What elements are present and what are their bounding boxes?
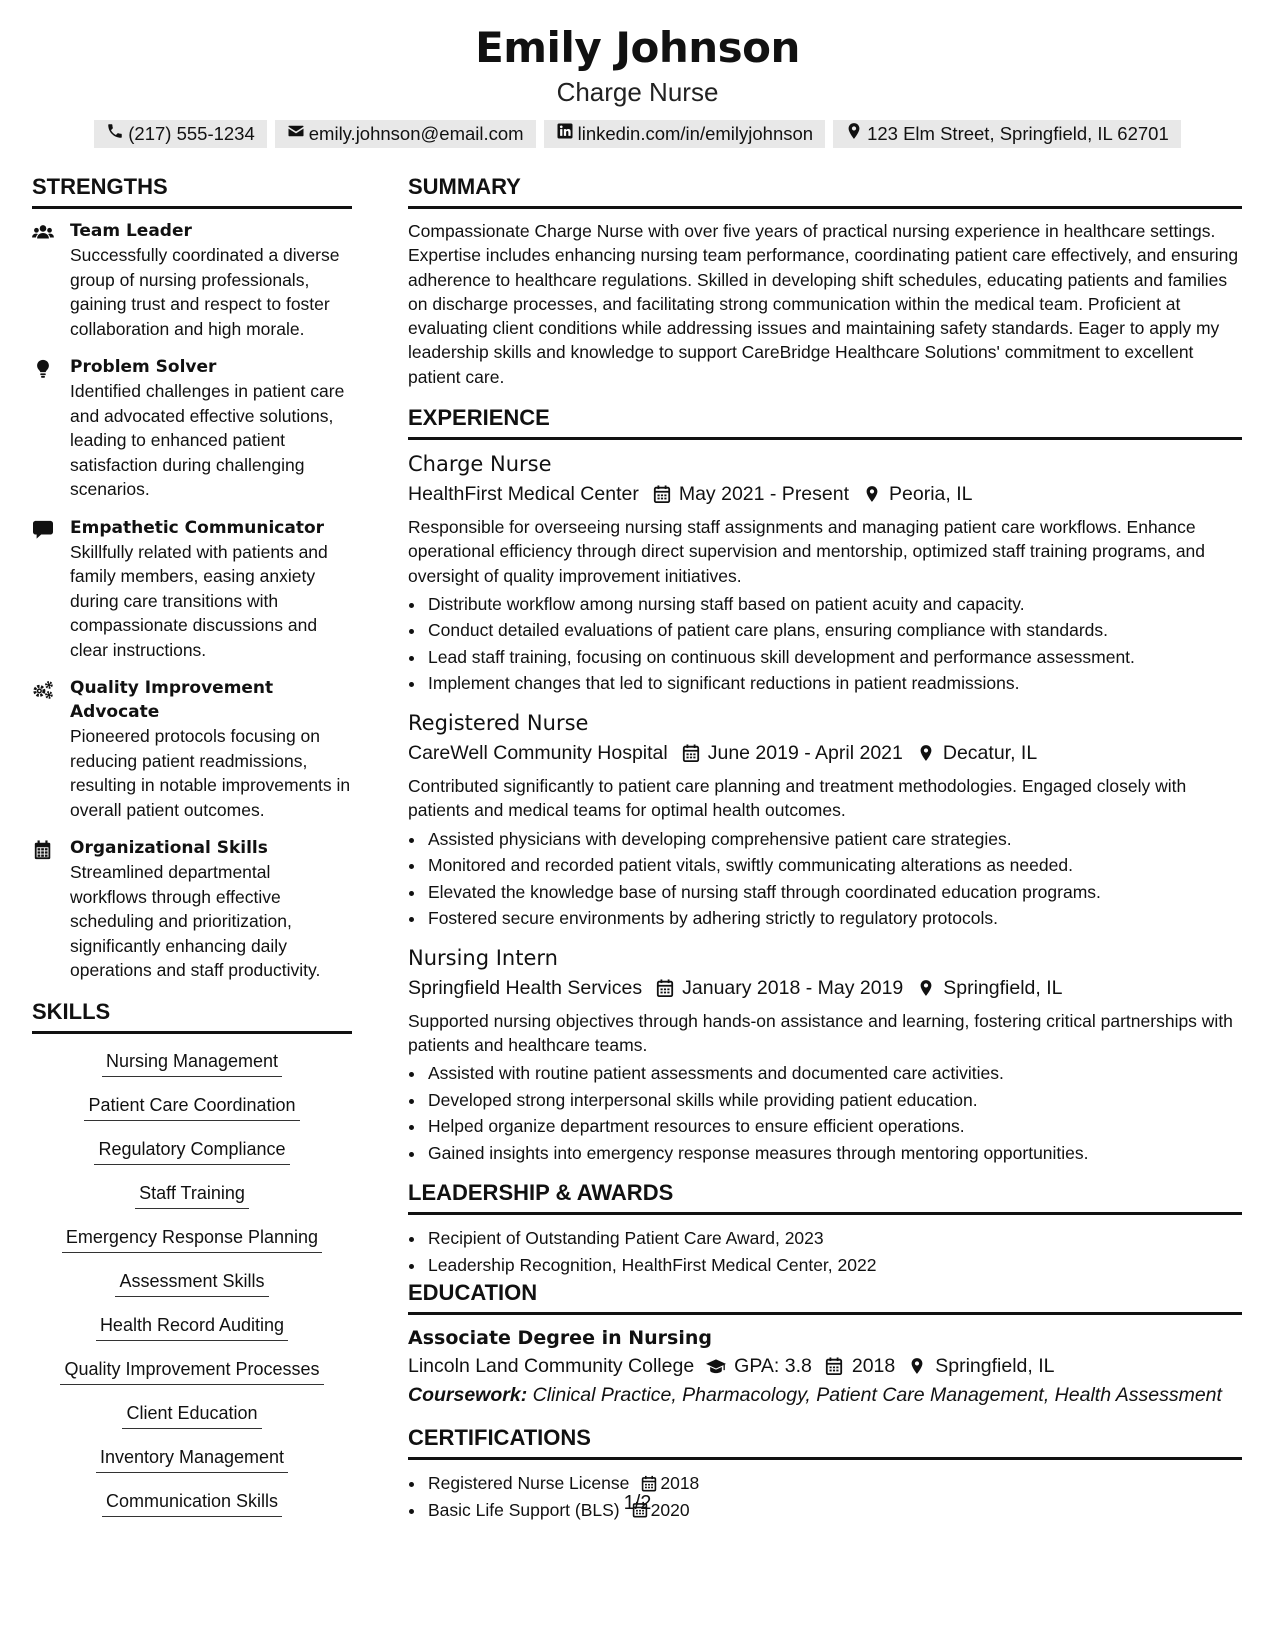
strength-desc: Skillfully related with patients and family members, easing anxiety during care transitions with compassionate discussions and clear instructions. [70, 541, 328, 660]
job-location: Peoria, IL [889, 483, 973, 506]
job-bullets [408, 826, 1242, 932]
award-item: • Leadership Recognition, HealthFirst Medical Center, 2022 [426, 1252, 1242, 1279]
strength-title: Empathetic Communicator [70, 517, 325, 538]
job-bullet: • Assisted with routine patient assessments and documented care activities. [426, 1060, 1242, 1087]
job-meta [408, 738, 1242, 768]
strength-item [32, 219, 352, 341]
gears-icon [32, 676, 70, 822]
job-entry [408, 944, 1242, 1167]
phone-icon [106, 120, 124, 148]
candidate-name: Emily Johnson [475, 23, 800, 72]
strength-item [32, 516, 352, 663]
skill-tag: Assessment Skills [115, 1268, 268, 1297]
education-heading: EDUCATION [408, 1278, 1242, 1315]
certification-name: • Registered Nurse License [428, 1473, 630, 1494]
skills-heading: SKILLS [32, 997, 352, 1034]
candidate-role: Charge Nurse [556, 77, 719, 107]
awards-heading: LEADERSHIP & AWARDS [408, 1178, 1242, 1215]
skill-tag: Emergency Response Planning [62, 1224, 322, 1253]
school-location: Springfield, IL [935, 1355, 1055, 1378]
skill-tag: Health Record Auditing [96, 1312, 288, 1341]
contact-phone[interactable] [94, 120, 267, 148]
job-dates: January 2018 - May 2019 [682, 976, 904, 999]
job-bullet: • Assisted physicians with developing comprehensive patient care strategies. [426, 826, 1242, 853]
job-entry [408, 450, 1242, 697]
skill-tag: Regulatory Compliance [94, 1136, 289, 1165]
job-entry [408, 709, 1242, 932]
job-company: Springfield Health Services [408, 976, 643, 999]
summary-text: Compassionate Charge Nurse with over five years of practical nursing experience in healthcare settings. Expertise includes enhancing nursing team performance, coordinating patient care effectively, and ensuring adherence to healthcare regulations. Skilled in developing shift schedules, educating patients and families on discharge processes, and facilitating strong communication within the medical team. Proficient at evaluating client conditions while addressing issues and maintaining safety standards. Eager to apply my leadership skills and knowledge to support CareBridge Healthcare Solutions' commitment to excellent patient care. [408, 221, 1239, 387]
job-title: Charge Nurse [408, 452, 552, 477]
skill-tag: Inventory Management [96, 1444, 288, 1473]
strength-item [32, 676, 352, 822]
gpa: GPA: 3.8 [734, 1355, 812, 1378]
map-pin-icon [845, 120, 863, 148]
job-description: Supported nursing objectives through hands-on assistance and learning, fostering critical partnerships with patients and healthcare teams. [408, 1010, 1233, 1055]
skill-tag: Nursing Management [102, 1048, 282, 1077]
strength-title: Quality Improvement Advocate [70, 678, 274, 722]
map-pin-icon [917, 979, 935, 997]
skill-tag: Patient Care Coordination [84, 1092, 299, 1121]
calendar-icon [682, 744, 700, 762]
job-dates: June 2019 - April 2021 [707, 741, 903, 764]
award-item: • Recipient of Outstanding Patient Care Award, 2023 [426, 1225, 1242, 1252]
awards-list [408, 1225, 1242, 1278]
education-meta [408, 1351, 1242, 1381]
linkedin-icon [556, 120, 574, 148]
job-meta [408, 479, 1242, 509]
certification-name: • Basic Life Support (BLS) [428, 1499, 620, 1520]
envelope-icon [287, 120, 305, 148]
resume-header [0, 0, 1275, 148]
job-title: Nursing Intern [408, 945, 558, 970]
job-dates: May 2021 - Present [678, 483, 850, 506]
job-bullet: • Lead staff training, focusing on continuous skill development and performance assessment. [426, 644, 1242, 671]
strength-desc: Streamlined departmental workflows through effective scheduling and prioritization, significantly enhancing daily operations and staff productivity. [70, 862, 321, 980]
job-bullet: • Implement changes that led to significant reductions in patient readmissions. [426, 670, 1242, 697]
job-meta [408, 973, 1242, 1003]
speech-bubble-icon [32, 516, 70, 663]
skill-tag: Staff Training [135, 1180, 249, 1209]
strength-item [32, 355, 352, 502]
job-bullet: • Monitored and recorded patient vitals, swiftly communicating alterations as needed. [426, 852, 1242, 879]
skills-list [32, 1044, 352, 1532]
contact-phone-text: (217) 555-1234 [128, 123, 255, 144]
strengths-heading: STRENGTHS [32, 172, 352, 209]
experience-heading: EXPERIENCE [408, 403, 1242, 440]
strength-item [32, 836, 352, 983]
map-pin-icon [917, 744, 935, 762]
certification-year: 2018 [660, 1473, 700, 1494]
job-bullet: • Elevated the knowledge base of nursing staff through coordinated education programs. [426, 879, 1242, 906]
strength-title: Organizational Skills [70, 838, 268, 858]
coursework [408, 1383, 1242, 1407]
coursework-text: Clinical Practice, Pharmacology, Patient Care Management, Health Assessment [532, 1384, 1222, 1407]
job-bullet: • Distribute workflow among nursing staff based on patient acuity and capacity. [426, 591, 1242, 618]
calendar-icon [32, 836, 70, 983]
users-icon [32, 219, 70, 341]
job-bullet: • Developed strong interpersonal skills while providing patient education. [426, 1087, 1242, 1114]
contact-bar [0, 120, 1275, 148]
calendar-icon [653, 485, 671, 503]
summary-heading: SUMMARY [408, 172, 1242, 209]
job-title: Registered Nurse [408, 710, 589, 735]
skill-tag: Client Education [122, 1400, 261, 1429]
job-bullet: • Helped organize department resources to ensure efficient operations. [426, 1113, 1242, 1140]
job-company: HealthFirst Medical Center [408, 483, 639, 506]
certification-year: 2020 [650, 1499, 690, 1520]
job-bullets [408, 591, 1242, 697]
job-bullets [408, 1060, 1242, 1166]
coursework-label: Coursework: [408, 1384, 528, 1407]
lightbulb-icon [32, 355, 70, 502]
map-pin-icon [863, 485, 881, 503]
contact-linkedin-text: linkedin.com/in/emilyjohnson [577, 123, 814, 144]
job-description: Responsible for overseeing nursing staff assignments and managing patient care workflows. Enhance operational efficiency through direct supervision and mentorship, optimized staff training programs, and oversight of quality improvement initiatives. [408, 517, 1206, 586]
calendar-icon [656, 979, 674, 997]
calendar-icon [824, 1357, 844, 1375]
graduation-year: 2018 [851, 1355, 896, 1378]
contact-address-text: 123 Elm Street, Springfield, IL 62701 [867, 123, 1169, 144]
degree-title: Associate Degree in Nursing [408, 1327, 712, 1350]
calendar-icon [641, 1475, 657, 1492]
job-bullet: • Gained insights into emergency response measures through mentoring opportunities. [426, 1140, 1242, 1167]
job-location: Springfield, IL [943, 976, 1063, 999]
job-bullet: • Conduct detailed evaluations of patient care plans, ensuring compliance with standards. [426, 617, 1242, 644]
left-column [32, 172, 352, 1532]
skill-tag: Communication Skills [102, 1488, 282, 1517]
page-number: 1/2 [623, 1492, 652, 1514]
strength-desc: Identified challenges in patient care and advocated effective solutions, leading to enhanced patient satisfaction during challenging scenarios. [70, 381, 345, 499]
strength-desc: Pioneered protocols focusing on reducing patient readmissions, resulting in notable improvements in overall patient outcomes. [70, 726, 351, 820]
school-name: Lincoln Land Community College [408, 1355, 695, 1378]
strength-title: Team Leader [70, 221, 192, 241]
contact-email[interactable] [275, 120, 536, 148]
map-pin-icon [907, 1357, 927, 1375]
contact-address [833, 120, 1181, 148]
job-bullet: • Fostered secure environments by adhering strictly to regulatory protocols. [426, 905, 1242, 932]
job-location: Decatur, IL [942, 741, 1038, 764]
strength-title: Problem Solver [70, 357, 217, 377]
contact-linkedin[interactable] [544, 120, 825, 148]
graduation-cap-icon [706, 1357, 726, 1375]
job-description: Contributed significantly to patient care planning and treatment methodologies. Engaged closely with patients and medical teams for optimal health outcomes. [408, 775, 1187, 821]
certifications-heading: CERTIFICATIONS [408, 1423, 1242, 1460]
strength-desc: Successfully coordinated a diverse group of nursing professionals, gaining trust and respect to foster collaboration and high morale. [70, 245, 340, 339]
skill-tag: Quality Improvement Processes [60, 1356, 323, 1385]
job-company: CareWell Community Hospital [408, 741, 668, 764]
contact-email-text: emily.johnson@email.com [308, 123, 524, 144]
right-column [408, 172, 1242, 1523]
